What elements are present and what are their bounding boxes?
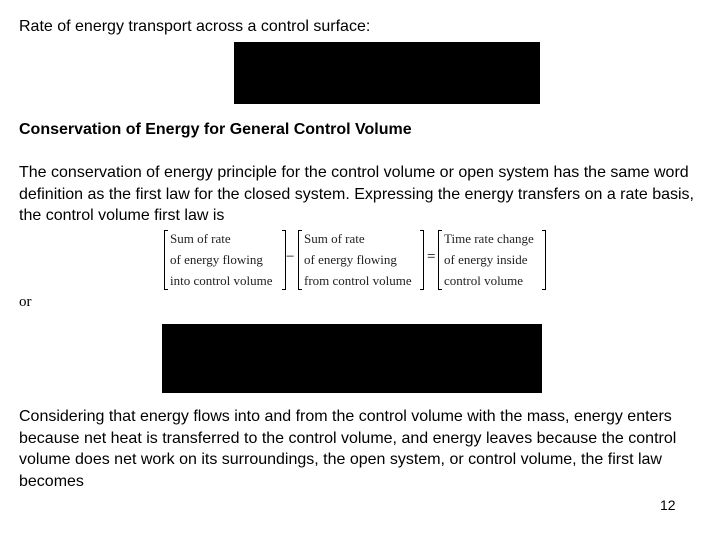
term-line: from control volume	[304, 273, 412, 288]
term-line: Time rate change	[444, 231, 534, 246]
energy-balance-equation	[164, 228, 550, 292]
or-label: or	[19, 294, 32, 310]
rate-form-equation-image	[162, 324, 542, 393]
term-line: control volume	[444, 273, 524, 288]
equals-sign: =	[427, 249, 436, 265]
page-number: 12	[660, 497, 676, 513]
term-line: of energy flowing	[304, 252, 397, 267]
closing-paragraph: Considering that energy flows into and from the control volume with the mass, energy enters because net heat is transferred to the control volume, and energy leaves because the control volume does net work on its surroundings, the open system, or control volume, the first law becomes	[19, 408, 677, 490]
term-line: Sum of rate	[170, 231, 231, 246]
equation-term-change	[438, 228, 546, 292]
equation-term-inflow	[164, 228, 286, 292]
term-line: of energy inside	[444, 252, 528, 267]
section-title: Conservation of Energy for General Control Volume	[19, 121, 412, 138]
transport-equation-image	[234, 42, 540, 104]
minus-sign: −	[286, 249, 295, 265]
term-line: Sum of rate	[304, 231, 365, 246]
transport-heading: Rate of energy transport across a control surface:	[19, 18, 371, 35]
equation-term-outflow	[298, 228, 424, 292]
term-line: into control volume	[170, 273, 273, 288]
intro-paragraph: The conservation of energy principle for the control volume or open system has the same word definition as the first law for the closed system. Expressing the energy transfers on a rate basis, the control volume first law is	[19, 164, 694, 224]
term-line: of energy flowing	[170, 252, 263, 267]
